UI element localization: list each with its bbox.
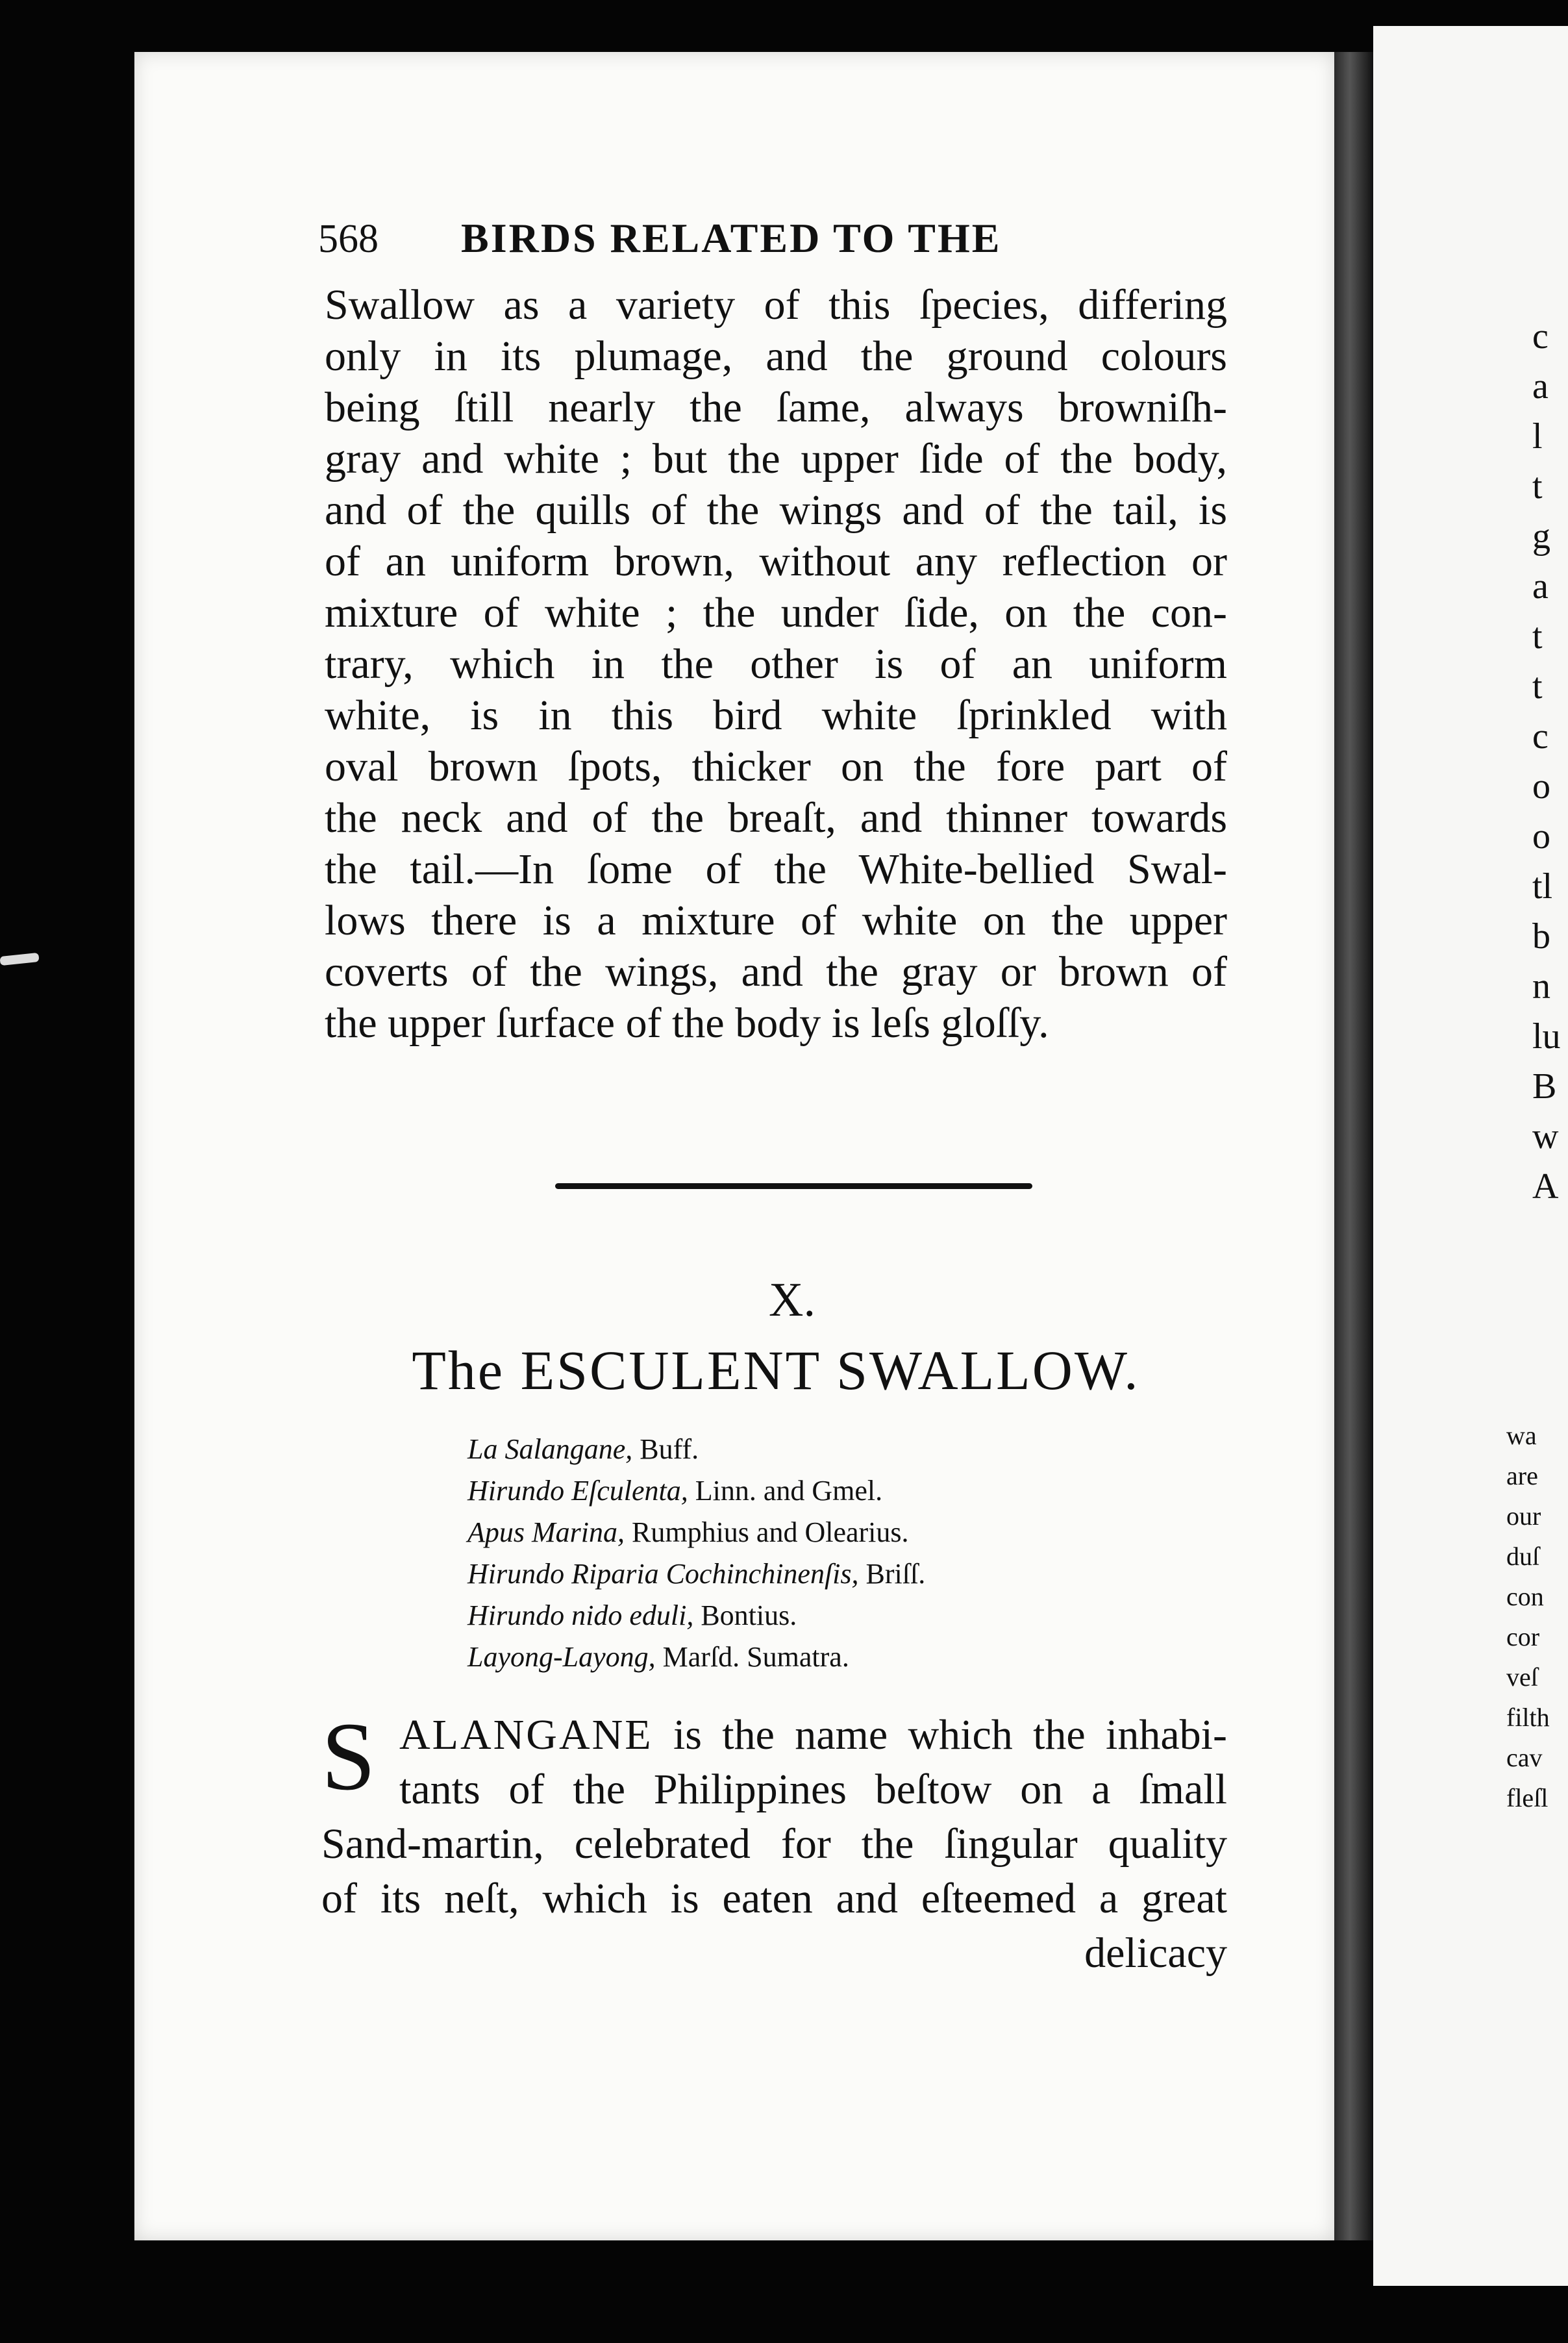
catchword: delicacy [1084, 1929, 1227, 1977]
synonym-name: Apus Marina, [467, 1516, 625, 1548]
paragraph-1 [325, 279, 1227, 1049]
margin-fragment: fleſl [1506, 1783, 1549, 1812]
margin-fragment: n [1532, 966, 1550, 1007]
margin-fragment: A [1532, 1166, 1559, 1207]
line-rest: is the name which the inhabi- [673, 1711, 1228, 1759]
margin-fragment: t [1532, 666, 1543, 707]
margin-fragment: b [1532, 916, 1550, 957]
text-line: the neck and of the breaſt, and thinner towards [325, 794, 1227, 842]
margin-fragment: o [1532, 766, 1550, 807]
synonym-entry [467, 1470, 1247, 1512]
text-line: only in its plumage, and the ground colours [325, 332, 1227, 380]
page-number: 568 [318, 217, 379, 261]
margin-fragment: t [1532, 466, 1543, 507]
synonym-entry [467, 1636, 1247, 1678]
margin-fragment: c [1532, 716, 1549, 757]
text-line: oval brown ſpots, thicker on the fore part of [325, 743, 1227, 790]
synonym-entry [467, 1429, 1247, 1470]
text-line: trary, which in the other is of an uniform [325, 640, 1227, 688]
margin-fragment: a [1532, 366, 1549, 407]
synonym-name: Hirundo Eſculenta, [467, 1475, 688, 1507]
text-line: of its neſt, which is eaten and eſteemed a great [321, 1875, 1227, 1922]
drop-cap: S [321, 1703, 376, 1810]
text-line [321, 1708, 1227, 1762]
synonym-source: Rumphius and Olearius. [632, 1516, 909, 1548]
margin-fragment: duſ [1506, 1542, 1540, 1571]
synonym-source: Bontius. [701, 1599, 797, 1631]
margin-fragment: our [1506, 1501, 1541, 1531]
section-title: The ESCULENT SWALLOW. [412, 1339, 1140, 1401]
scan-artifact [0, 953, 40, 966]
margin-fragment: w [1532, 1116, 1559, 1157]
synonym-source: Marſd. Sumatra. [662, 1641, 849, 1673]
running-head-title: BIRDS RELATED TO THE [461, 215, 1002, 261]
margin-fragment: cav [1506, 1743, 1543, 1772]
text-line: lows there is a mixture of white on the upper [325, 897, 1227, 944]
text-line: of an uniform brown, without any reflection or [325, 538, 1227, 585]
text-line: being ſtill nearly the ſame, always browniſh- [325, 384, 1227, 431]
synonym-name: Layong-Layong, [467, 1641, 656, 1673]
text-line: the tail.—In ſome of the White-bellied Swal- [325, 846, 1227, 893]
facing-page-word-fragments [1506, 1416, 1557, 1818]
text-line: tants of the Philippines beſtow on a ſmall [399, 1766, 1227, 1813]
margin-fragment: t [1532, 616, 1543, 657]
smallcaps-word: ALANGANE [399, 1711, 653, 1759]
paragraph-2 [321, 1703, 1228, 1981]
synonym-entry [467, 1512, 1247, 1553]
synonym-entry [467, 1553, 1247, 1595]
synonym-name: Hirundo Riparia Cochinchinenſis, [467, 1558, 859, 1590]
margin-fragment: are [1506, 1461, 1538, 1490]
margin-fragment: wa [1506, 1421, 1537, 1450]
margin-fragment: tl [1532, 866, 1553, 907]
synonym-source: Linn. and Gmel. [695, 1475, 883, 1507]
synonym-source: Buff. [640, 1433, 699, 1465]
text-line: gray and white ; but the upper ſide of the body, [325, 435, 1227, 482]
text-line: white, is in this bird white ſprinkled with [325, 692, 1227, 739]
margin-fragment: cor [1506, 1622, 1540, 1651]
margin-fragment: lu [1532, 1016, 1561, 1057]
synonym-source: Briſſ. [865, 1558, 926, 1590]
margin-fragment: con [1506, 1582, 1544, 1611]
section-numeral: X. [769, 1273, 815, 1327]
margin-fragment: filth [1506, 1703, 1550, 1732]
margin-fragment: c [1532, 316, 1549, 357]
text-line: coverts of the wings, and the gray or brown of [325, 948, 1227, 996]
synonym-name: La Salangane, [467, 1433, 633, 1465]
margin-fragment: o [1532, 816, 1550, 857]
margin-fragment: B [1532, 1066, 1557, 1107]
text-line: the upper ſurface of the body is leſs gloſſy. [325, 999, 1049, 1047]
text-line: mixture of white ; the under ſide, on the con- [325, 589, 1227, 636]
margin-fragment: veſ [1506, 1662, 1538, 1692]
margin-fragment: g [1532, 516, 1550, 557]
section-divider-rule [555, 1183, 1032, 1189]
text-line: Sand-martin, celebrated for the ſingular quality [321, 1820, 1227, 1868]
book-gutter [1334, 52, 1373, 2240]
synonym-entry [467, 1595, 1247, 1636]
synonym-list [467, 1429, 1247, 1678]
facing-page-text-fragments [1532, 312, 1561, 1212]
margin-fragment: l [1532, 416, 1543, 457]
text-line: and of the quills of the wings and of the tail, is [325, 486, 1227, 534]
margin-fragment: a [1532, 566, 1549, 607]
running-header [318, 214, 1065, 260]
synonym-name: Hirundo nido eduli, [467, 1599, 694, 1631]
text-line: Swallow as a variety of this ſpecies, differing [325, 281, 1227, 329]
